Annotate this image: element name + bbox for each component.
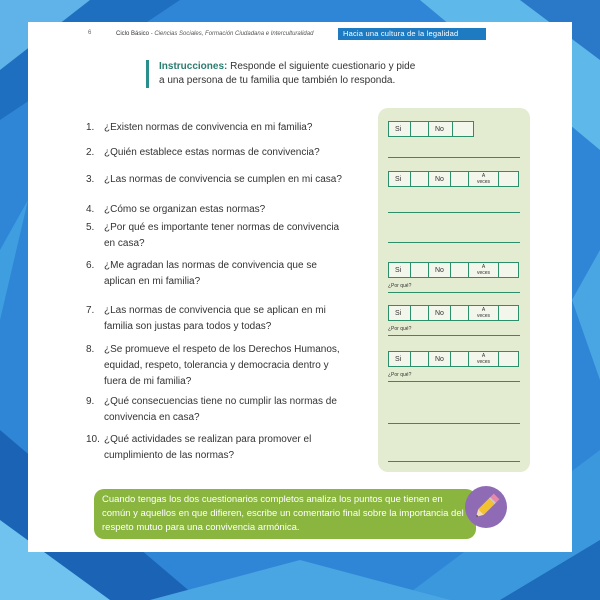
answer-si-box[interactable] (411, 122, 429, 136)
question-number: 10. (86, 434, 100, 445)
instructions-box (146, 60, 469, 88)
a-veces-a: A (481, 307, 486, 313)
question-number: 4. (86, 204, 95, 215)
question-2 (86, 145, 371, 161)
answer-si-label: Si (389, 122, 411, 136)
question-text: ¿Quién establece estas normas de convivencia? (104, 147, 320, 158)
question-text: ¿Las normas de convivencia se cumplen en mi casa? (104, 174, 342, 185)
por-que-label: ¿Por qué? (388, 326, 412, 332)
question-text: ¿Se promueve el respeto de los Derechos Humanos, (104, 344, 340, 355)
question-text: cumplimiento de las normas? (104, 450, 235, 461)
question-number: 6. (86, 260, 95, 271)
question-8 (86, 342, 371, 390)
answer-6-why-line[interactable] (388, 292, 520, 293)
instructions-line1: Responde el siguiente cuestionario y pide (227, 61, 416, 72)
answer-no-label: No (429, 263, 451, 277)
answer-a-veces-box[interactable] (499, 306, 518, 320)
answer-a-veces-label (469, 306, 499, 320)
a-veces-veces: veces (476, 179, 491, 185)
question-text: familia son justas para todos y todas? (104, 321, 272, 332)
question-text: ¿Qué consecuencias tiene no cumplir las normas de (104, 396, 337, 407)
question-text: ¿Cómo se organizan estas normas? (104, 204, 266, 215)
answer-a-veces-box[interactable] (499, 172, 518, 186)
a-veces-veces: veces (476, 313, 491, 319)
answer-si-box[interactable] (411, 352, 429, 366)
answer-2-line[interactable] (388, 157, 520, 158)
question-number: 9. (86, 396, 95, 407)
answer-8-options (388, 351, 519, 367)
question-text: en casa? (104, 238, 145, 249)
answer-si-label: Si (389, 172, 411, 186)
breadcrumb-subject: - Ciencias Sociales, Formación Ciudadana e Interculturalidad (149, 31, 314, 37)
answer-si-box[interactable] (411, 263, 429, 277)
answer-a-veces-box[interactable] (499, 263, 518, 277)
question-1 (86, 120, 371, 136)
a-veces-a: A (481, 264, 486, 270)
answer-7-why-line[interactable] (388, 335, 520, 336)
instructions-line2: a una persona de tu familia que también lo responda. (159, 75, 396, 86)
question-text: convivencia en casa? (104, 412, 200, 423)
question-number: 5. (86, 222, 95, 233)
answer-no-label: No (429, 352, 451, 366)
question-6 (86, 258, 371, 290)
question-number: 7. (86, 305, 95, 316)
question-5 (86, 220, 371, 252)
answer-si-label: Si (389, 352, 411, 366)
answer-5-line[interactable] (388, 242, 520, 243)
answer-a-veces-label (469, 172, 499, 186)
a-veces-a: A (481, 353, 486, 359)
question-4 (86, 202, 371, 218)
question-number: 1. (86, 122, 95, 133)
question-number: 3. (86, 174, 95, 185)
breadcrumb-course: Ciclo Básico (116, 31, 150, 37)
question-9 (86, 394, 371, 426)
answer-a-veces-label (469, 263, 499, 277)
answer-panel (378, 108, 530, 472)
answer-si-label: Si (389, 306, 411, 320)
question-3 (86, 172, 371, 188)
question-text: ¿Me agradan las normas de convivencia que se (104, 260, 317, 271)
answer-10-line[interactable] (388, 461, 520, 462)
question-text: aplican en mi familia? (104, 276, 201, 287)
question-text: ¿Las normas de convivencia que se aplican en mi (104, 305, 326, 316)
por-que-label: ¿Por qué? (388, 372, 412, 378)
question-text: fuera de mi familia? (104, 376, 192, 387)
question-number: 2. (86, 147, 95, 158)
a-veces-veces: veces (476, 359, 491, 365)
answer-no-box[interactable] (451, 263, 469, 277)
question-text: ¿Por qué es importante tener normas de convivencia (104, 222, 340, 233)
final-note: Cuando tengas los dos cuestionarios completos analiza los puntos que tienen en común y aquellos en que difieren, escribe un comentario final sobre la importancia del respeto mutuo para una convivencia armónica. (94, 489, 476, 539)
answer-1-yes-no (388, 121, 474, 137)
a-veces-a: A (481, 173, 486, 179)
answer-si-label: Si (389, 263, 411, 277)
answer-no-label: No (429, 122, 453, 136)
pencil-badge (465, 486, 507, 528)
question-text: ¿Existen normas de convivencia en mi familia? (104, 122, 313, 133)
question-text: ¿Qué actividades se realizan para promover el (104, 434, 312, 445)
answer-no-box[interactable] (451, 306, 469, 320)
answer-no-label: No (429, 172, 451, 186)
answer-9-line[interactable] (388, 423, 520, 424)
a-veces-veces: veces (476, 270, 491, 276)
answer-no-box[interactable] (451, 172, 469, 186)
answer-no-box[interactable] (451, 352, 469, 366)
question-10 (86, 432, 371, 464)
answer-a-veces-box[interactable] (499, 352, 518, 366)
pencil-icon (465, 486, 507, 528)
question-number: 8. (86, 344, 95, 355)
instructions-label: Instrucciones: (159, 61, 228, 72)
answer-si-box[interactable] (411, 306, 429, 320)
page-number: 6 (88, 30, 92, 36)
answer-no-box[interactable] (453, 122, 473, 136)
por-que-label: ¿Por qué? (388, 283, 412, 289)
breadcrumb (116, 31, 313, 37)
question-7 (86, 303, 371, 335)
question-text: equidad, respeto, tolerancia y democracia dentro y (104, 360, 329, 371)
answer-no-label: No (429, 306, 451, 320)
answer-si-box[interactable] (411, 172, 429, 186)
answer-3-options (388, 171, 519, 187)
answer-6-options (388, 262, 519, 278)
section-title: Hacia una cultura de la legalidad (338, 28, 486, 40)
answer-7-options (388, 305, 519, 321)
answer-4-line[interactable] (388, 212, 520, 213)
answer-a-veces-label (469, 352, 499, 366)
answer-8-why-line[interactable] (388, 381, 520, 382)
